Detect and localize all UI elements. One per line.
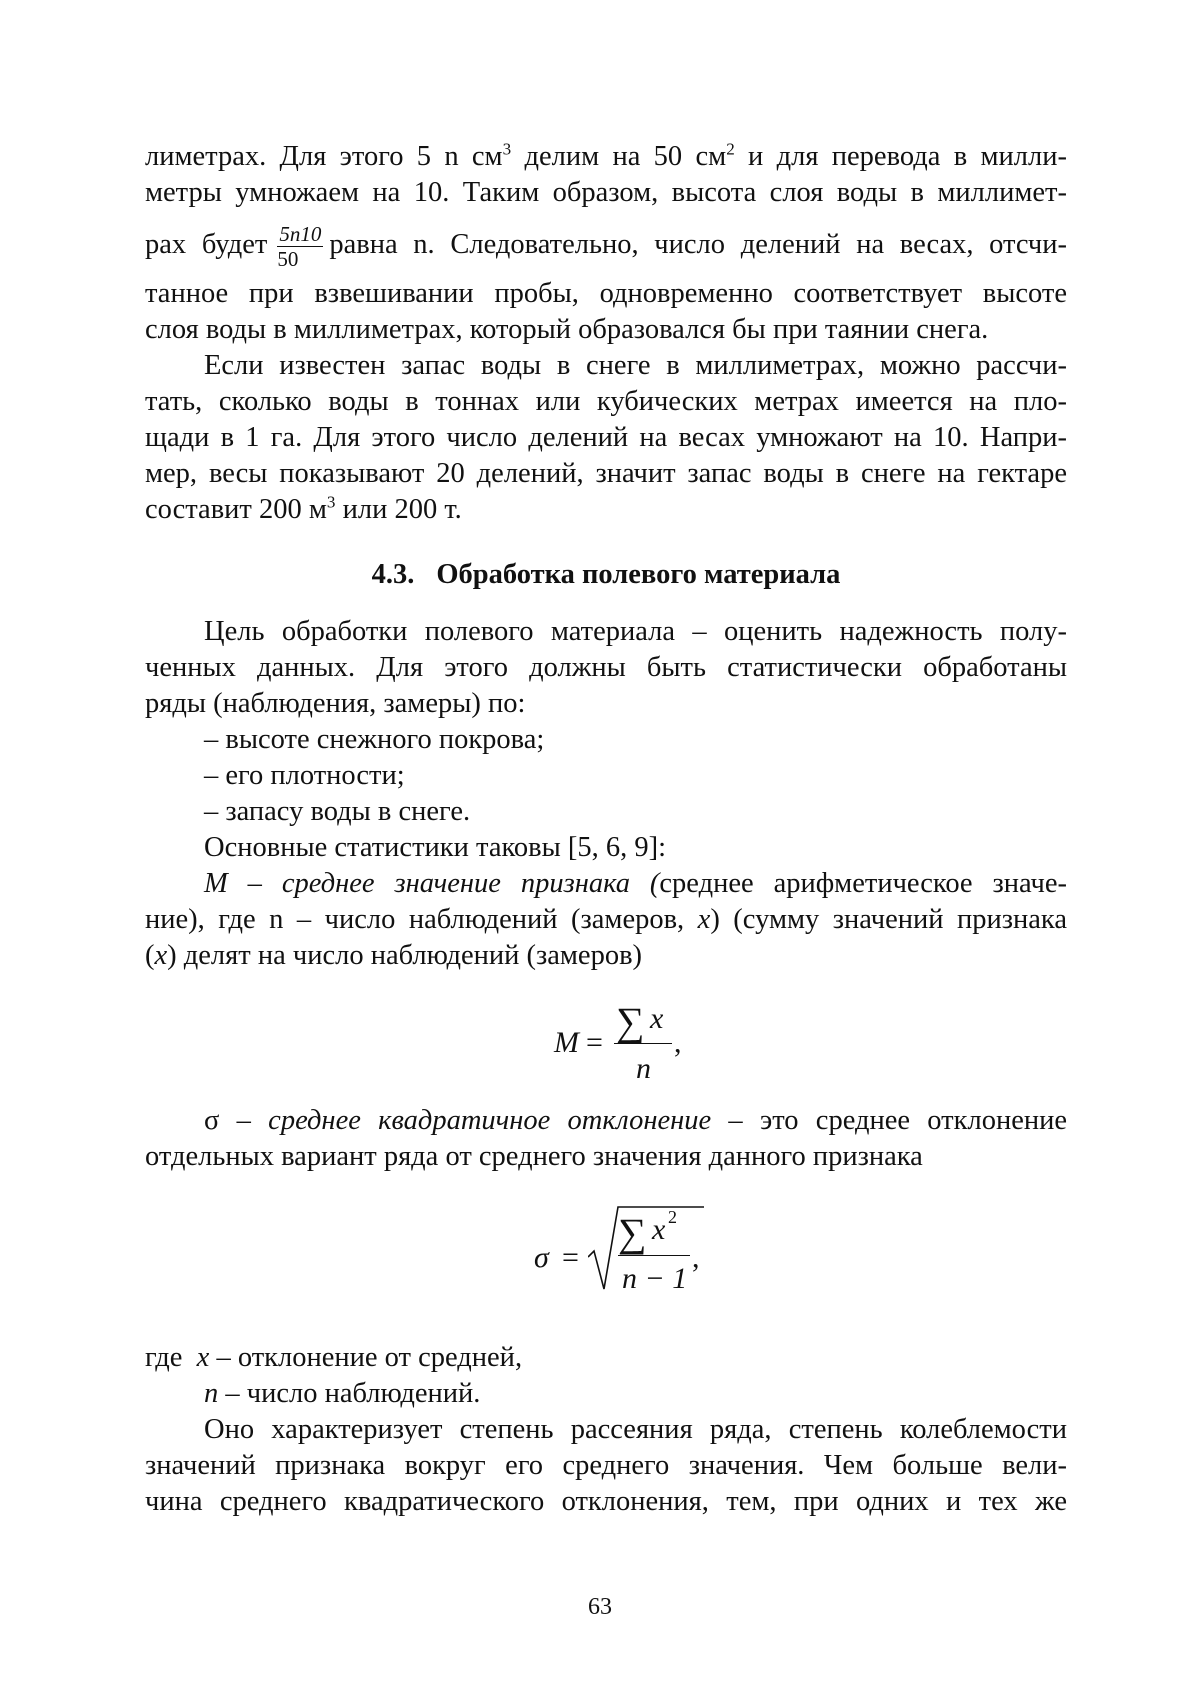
para2-line3: щади в 1 га. Для этого число делений на весах умножают на 10. Напри- (145, 422, 1067, 453)
para2-line5: составит 200 $м^3$ или 200 т. (145, 492, 462, 525)
mean-def-line3: (x) делят на число наблюдений (замеров) (145, 940, 643, 971)
para3-line1: Цель обработки полевого материала – оценить надежность полу- (204, 616, 1067, 647)
para3-line3: ряды (наблюдения, замеры) по: (145, 688, 526, 719)
list-item: – запасу воды в снеге. (204, 796, 471, 827)
stats-intro: Основные статистики таковы [5, 6, 9]: (204, 832, 666, 863)
list-item: – высоте снежного покрова; (204, 724, 545, 755)
section-number: 4.3. (371, 559, 415, 590)
section-heading (145, 557, 1067, 593)
sigma-def-line2: отдельных вариант ряда от среднего значения данного признака (145, 1141, 923, 1172)
formula-mean: M = ∑ x n , (554, 999, 682, 1085)
para-last-line3: чина среднего квадратического отклонения, тем, при одних и тех же (145, 1486, 1067, 1517)
mean-def-line2: ние), где n – число наблюдений (замеров, x) (сумму значений признака (145, 904, 1067, 935)
where-line-x: где x – отклонение от средней, (145, 1342, 523, 1373)
fraction-5n10-over-50: $\frac{5n10}{50}$ (277, 222, 322, 271)
para1-line1: лиметрах. Для этого 5 n $см^3$ делим на 50 $см^2$ и для перевода в милли- (145, 139, 1067, 172)
para1-line4: танное при взвешивании пробы, одновременно соответствует высоте (145, 278, 1067, 309)
sigma-def-line1: σ – среднее квадратичное отклонение – это среднее отклонение (204, 1105, 1067, 1136)
para3-line2: ченных данных. Для этого должны быть статистически обработаны (145, 652, 1067, 683)
para-last-line1: Оно характеризует степень рассеяния ряда, степень колеблемости (204, 1414, 1067, 1445)
formula-sigma: σ = ∑ x 2 n − 1 , (530, 1205, 700, 1305)
section-title: Обработка полевого материала (436, 559, 841, 590)
para2-line1: Если известен запас воды в снеге в миллиметрах, можно рассчи- (204, 350, 1067, 381)
para2-line4: мер, весы показывают 20 делений, значит запас воды в снеге на гектаре (145, 458, 1067, 489)
para1-line3: рах будет $\frac{5n10}{50}$ равна n. Следовательно, число делений на весах, отсчи- (145, 222, 1068, 271)
para1-line2: метры умножаем на 10. Таким образом, высота слоя воды в миллимет- (145, 177, 1067, 208)
list-item: – его плотности; (204, 760, 405, 791)
para1-line5: слоя воды в миллиметрах, который образовался бы при таянии снега. (145, 314, 989, 345)
mean-def-line1: M – среднее значение признака (среднее арифметическое значе- (204, 868, 1067, 899)
where-line-n: n – число наблюдений. (204, 1378, 481, 1409)
para-last-line2: значений признака вокруг его среднего значения. Чем больше вели- (145, 1450, 1067, 1481)
page-number: 63 (588, 1594, 612, 1620)
para2-line2: тать, сколько воды в тоннах или кубических метрах имеется на пло- (145, 386, 1067, 417)
